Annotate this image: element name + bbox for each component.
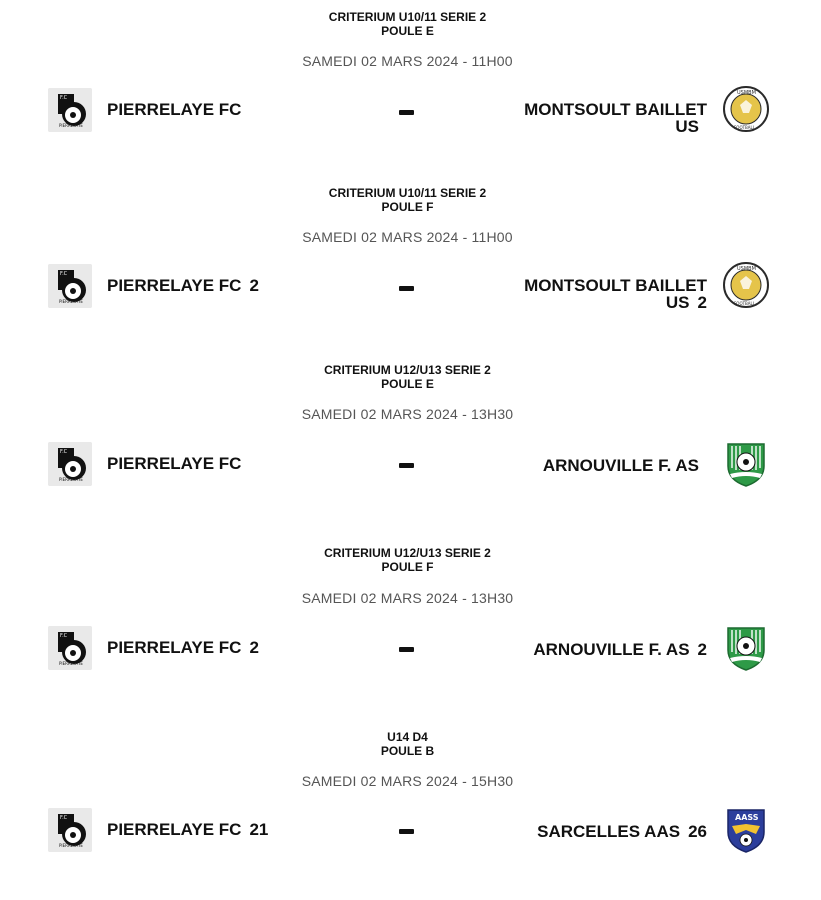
- pierrelaye-logo-top-text: F.C: [60, 815, 68, 821]
- away-team-name[interactable]: [477, 823, 707, 840]
- home-score: 2: [249, 638, 259, 657]
- group-name: POULE F: [381, 560, 434, 574]
- away-team-name[interactable]: [477, 457, 707, 474]
- competition-header: [0, 546, 815, 574]
- pierrelaye-logo-bottom-text: PIERRELAYE: [59, 843, 83, 848]
- home-score: 21: [249, 820, 269, 839]
- match-card[interactable]: [0, 353, 821, 533]
- pierrelaye-logo-bottom-text: PIERRELAYE: [59, 477, 83, 482]
- competition-header: [0, 10, 815, 38]
- montsoult-logo-bottom-text: FOOTBALL: [734, 125, 755, 130]
- competition-header: [0, 363, 815, 391]
- home-team-name[interactable]: [107, 101, 249, 119]
- match-card[interactable]: [0, 0, 821, 180]
- away-team-name[interactable]: [477, 641, 707, 658]
- match-card[interactable]: [0, 176, 821, 356]
- pierrelaye-logo-bottom-text: PIERRELAYE: [59, 123, 83, 128]
- competition-name: CRITERIUM U10/11 SERIE 2: [328, 10, 487, 24]
- competition-name: CRITERIUM U12/U13 SERIE 2: [324, 363, 491, 377]
- home-team-label: PIERRELAYE FC: [107, 454, 242, 473]
- pierrelaye-logo-icon: [48, 442, 92, 486]
- pierrelaye-logo-icon: [48, 264, 92, 308]
- competition-header: [0, 186, 815, 214]
- away-score: 2: [697, 293, 707, 312]
- pierrelaye-logo-bottom-text: PIERRELAYE: [59, 661, 83, 666]
- group-name: POULE E: [381, 24, 434, 38]
- competition-name: CRITERIUM U12/U13 SERIE 2: [324, 546, 491, 560]
- home-team-name[interactable]: [107, 639, 259, 657]
- away-team-label-line1: ARNOUVILLE F. AS: [533, 640, 690, 659]
- pierrelaye-logo-bottom-text: PIERRELAYE: [59, 299, 83, 304]
- montsoult-logo-icon: [722, 261, 770, 309]
- away-team-label-line1: MONTSOULT BAILLET: [524, 276, 707, 295]
- away-team-name[interactable]: [477, 277, 707, 311]
- pierrelaye-logo-top-text: F.C: [60, 95, 68, 101]
- montsoult-logo-top-text: USMBM: [737, 266, 756, 272]
- pierrelaye-logo-top-text: F.C: [60, 271, 68, 277]
- away-team-label-line1: MONTSOULT BAILLET: [524, 100, 707, 119]
- arnouville-logo-icon: [722, 624, 770, 672]
- home-score: 2: [249, 276, 259, 295]
- home-team-label: PIERRELAYE FC: [107, 820, 242, 839]
- home-team-label: PIERRELAYE FC: [107, 276, 242, 295]
- away-score: 2: [697, 640, 707, 659]
- away-team-name[interactable]: [477, 101, 707, 135]
- montsoult-logo-top-text: USMBM: [737, 90, 756, 96]
- score-separator: [399, 647, 414, 652]
- match-datetime: SAMEDI 02 MARS 2024 - 11H00: [302, 53, 513, 69]
- score-separator: [399, 829, 414, 834]
- away-score: 26: [688, 822, 707, 841]
- group-name: POULE E: [381, 377, 434, 391]
- competition-name: U14 D4: [387, 730, 428, 744]
- sarcelles-logo-text: AASS: [735, 813, 759, 822]
- montsoult-logo-icon: [722, 85, 770, 133]
- match-datetime: SAMEDI 02 MARS 2024 - 15H30: [301, 773, 514, 789]
- montsoult-logo-bottom-text: FOOTBALL: [734, 301, 755, 306]
- away-team-label-line1: SARCELLES AAS: [537, 822, 681, 841]
- pierrelaye-logo-icon: [48, 808, 92, 852]
- competition-name: CRITERIUM U10/11 SERIE 2: [328, 186, 487, 200]
- match-datetime: SAMEDI 02 MARS 2024 - 11H00: [302, 229, 513, 245]
- pierrelaye-logo-icon: [48, 88, 92, 132]
- group-name: POULE B: [380, 744, 435, 758]
- pierrelaye-logo-top-text: F.C: [60, 449, 68, 455]
- match-card[interactable]: [0, 720, 821, 900]
- match-datetime: SAMEDI 02 MARS 2024 - 13H30: [301, 406, 514, 422]
- home-team-name[interactable]: [107, 455, 249, 473]
- sarcelles-logo-icon: [722, 806, 770, 854]
- home-team-name[interactable]: [107, 821, 268, 839]
- home-team-name[interactable]: [107, 277, 259, 295]
- group-name: POULE F: [381, 200, 434, 214]
- pierrelaye-logo-icon: [48, 626, 92, 670]
- competition-header: [0, 730, 815, 758]
- score-separator: [399, 286, 414, 291]
- away-team-label-line1: ARNOUVILLE F. AS: [542, 456, 699, 475]
- score-separator: [399, 463, 414, 468]
- score-separator: [399, 110, 414, 115]
- arnouville-logo-icon: [722, 440, 770, 488]
- match-card[interactable]: [0, 536, 821, 716]
- away-team-label-line2: US: [675, 117, 699, 136]
- away-team-label-line2: US: [665, 293, 690, 312]
- home-team-label: PIERRELAYE FC: [107, 100, 242, 119]
- match-datetime: SAMEDI 02 MARS 2024 - 13H30: [301, 590, 514, 606]
- home-team-label: PIERRELAYE FC: [107, 638, 242, 657]
- pierrelaye-logo-top-text: F.C: [60, 633, 68, 639]
